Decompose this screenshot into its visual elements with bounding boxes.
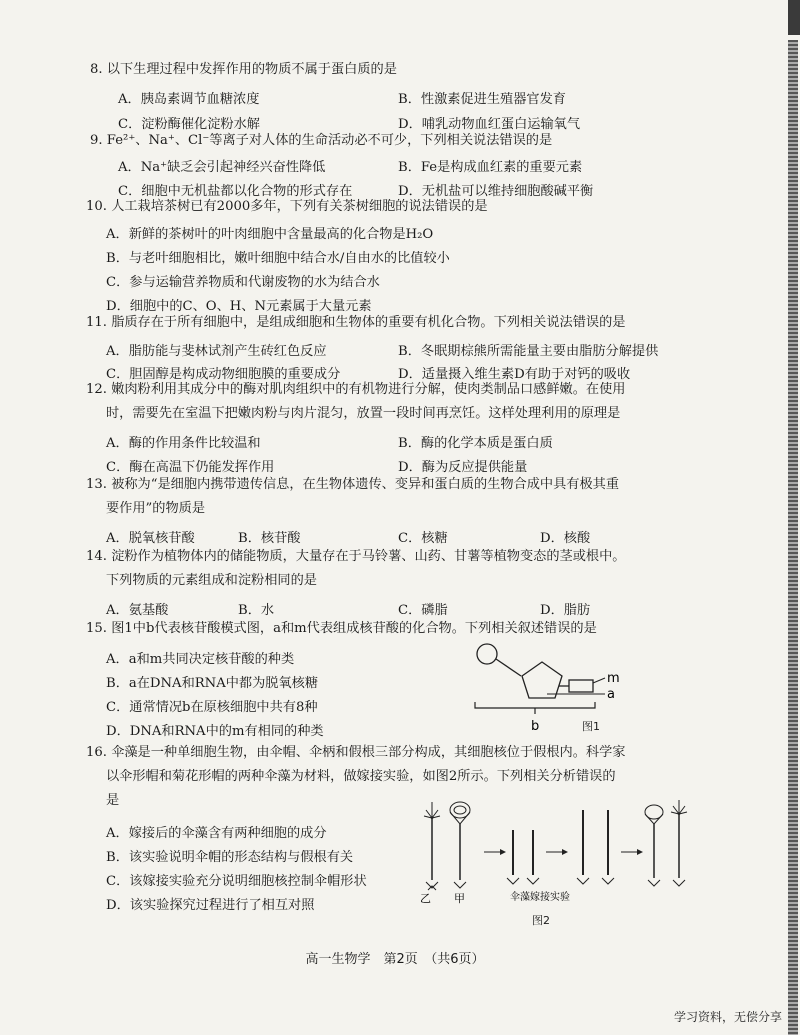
figure-1-nucleotide-diagram	[465, 640, 625, 735]
question-stem-line: 要作用”的物质是	[106, 501, 206, 516]
umbrella-cap-icon	[450, 802, 470, 824]
question-number: 16.	[86, 745, 107, 760]
page-footer: 高一生物学 第2页 （共6页）	[305, 952, 485, 967]
question-number: 13.	[86, 477, 107, 492]
option-d: D．无机盐可以维持细胞酸碱平衡	[398, 184, 594, 199]
question-number: 10.	[86, 199, 107, 214]
question-number: 12.	[86, 382, 107, 397]
option-b: B．冬眠期棕熊所需能量主要由脂肪分解提供	[398, 344, 659, 359]
option-d: D．哺乳动物血红蛋白运输氧气	[398, 117, 581, 132]
figure-2-grafting-diagram	[418, 800, 693, 905]
question-stem: Fe²⁺、Na⁺、Cl⁻等离子对人体的生命活动必不可少，下列相关说法错误的是	[106, 133, 553, 148]
label-m: m	[607, 671, 620, 686]
question-stem: 嫩肉粉利用其成分中的酶对肌肉组织中的有机物进行分解，使肉类制品口感鲜嫩。在使用	[111, 382, 626, 397]
option-a: A．脂肪能与斐林试剂产生砖红色反应	[106, 344, 327, 359]
option-d: D．脂肪	[540, 603, 591, 618]
question-stem-line: 以伞形帽和菊花形帽的两种伞藻为材料，做嫁接实验，如图2所示。下列相关分析错误的	[106, 769, 616, 784]
question-stem: 被称为“是细胞内携带遗传信息，在生物体遗传、变异和蛋白质的生物合成中具有极其重	[111, 477, 620, 492]
option-d: D．核酸	[540, 531, 591, 546]
question-number: 11.	[86, 315, 107, 330]
option-c: C．磷脂	[398, 603, 448, 618]
regenerated-umbrella-cap-icon	[645, 800, 687, 824]
option-b: B．该实验说明伞帽的形态结构与假根有关	[106, 850, 354, 865]
option-c: C．细胞中无机盐都以化合物的形式存在	[118, 184, 353, 199]
label-yi: 乙	[420, 892, 431, 905]
option-b: B．酶的化学本质是蛋白质	[398, 436, 553, 451]
option-b: B．a在DNA和RNA中都为脱氧核糖	[106, 676, 319, 691]
question-stem-line: 下列物质的元素组成和淀粉相同的是	[106, 573, 317, 588]
question-stem-line: 时，需要先在室温下把嫩肉粉与肉片混匀，放置一段时间再烹饪。这样处理利用的原理是	[106, 406, 621, 421]
question-stem: 以下生理过程中发挥作用的物质不属于蛋白质的是	[106, 62, 397, 77]
chrysanthemum-cap-icon	[424, 802, 440, 818]
option-a: A．Na⁺缺乏会引起神经兴奋性降低	[118, 160, 326, 175]
option-c: C．通常情况b在原核细胞中共有8种	[106, 700, 318, 715]
question-stem-line: 是	[106, 793, 120, 808]
label-jia: 甲	[454, 892, 465, 905]
option-d: D．该实验探究过程进行了相互对照	[106, 898, 315, 913]
option-b: B．与老叶细胞相比，嫩叶细胞中结合水/自由水的比值较小	[106, 251, 450, 266]
question-number: 8.	[90, 62, 103, 77]
question-stem: 伞藻是一种单细胞生物，由伞帽、伞柄和假根三部分构成，其细胞核位于假根内。科学家	[111, 745, 626, 760]
label-a: a	[607, 687, 615, 702]
option-a: A．新鲜的茶树叶的叶肉细胞中含量最高的化合物是H₂O	[106, 227, 434, 242]
figure-2-title: 伞藻嫁接实验	[510, 892, 570, 903]
option-c: C．该嫁接实验充分说明细胞核控制伞帽形状	[106, 874, 367, 889]
question-stem: 图1中b代表核苷酸模式图，a和m代表组成核苷酸的化合物。下列相关叙述错误的是	[111, 621, 597, 636]
option-a: A．脱氧核苷酸	[106, 531, 195, 546]
option-d: D．酶为反应提供能量	[398, 460, 528, 475]
option-c: C．胆固醇是构成动物细胞膜的重要成分	[106, 367, 341, 382]
figure-1-caption: 图1	[582, 720, 600, 733]
option-d: D．适量摄入维生素D有助于对钙的吸收	[398, 367, 631, 382]
option-b: B．核苷酸	[238, 531, 301, 546]
option-c: C．淀粉酶催化淀粉水解	[118, 117, 260, 132]
question-stem: 淀粉作为植物体内的储能物质，大量存在于马铃薯、山药、甘薯等植物变态的茎或根中。	[111, 549, 626, 564]
question-stem: 脂质存在于所有细胞中，是组成细胞和生物体的重要有机化合物。下列相关说法错误的是	[111, 315, 626, 330]
question-number: 15.	[86, 621, 107, 636]
option-a: A．嫁接后的伞藻含有两种细胞的成分	[106, 826, 327, 841]
option-c: C．参与运输营养物质和代谢废物的水为结合水	[106, 275, 380, 290]
option-a: A．胰岛素调节血糖浓度	[118, 92, 260, 107]
question-number: 14.	[86, 549, 107, 564]
option-a: A．酶的作用条件比较温和	[106, 436, 261, 451]
figure-2-caption: 图2	[532, 914, 550, 927]
option-c: C．酶在高温下仍能发挥作用	[106, 460, 275, 475]
question-stem: 人工栽培茶树已有2000多年，下列有关茶树细胞的说法错误的是	[111, 199, 488, 214]
option-b: B．水	[238, 603, 275, 618]
option-b: B．Fe是构成血红素的重要元素	[398, 160, 583, 175]
watermark-text: 学习资料，无偿分享	[673, 1010, 782, 1024]
option-a: A．氨基酸	[106, 603, 169, 618]
question-number: 9.	[90, 133, 103, 148]
option-a: A．a和m共同决定核苷酸的种类	[106, 652, 295, 667]
option-d: D．细胞中的C、O、H、N元素属于大量元素	[106, 299, 372, 314]
option-d: D．DNA和RNA中的m有相同的种类	[106, 724, 324, 739]
label-b: b	[531, 719, 540, 734]
option-c: C．核糖	[398, 531, 448, 546]
option-b: B．性激素促进生殖器官发育	[398, 92, 566, 107]
